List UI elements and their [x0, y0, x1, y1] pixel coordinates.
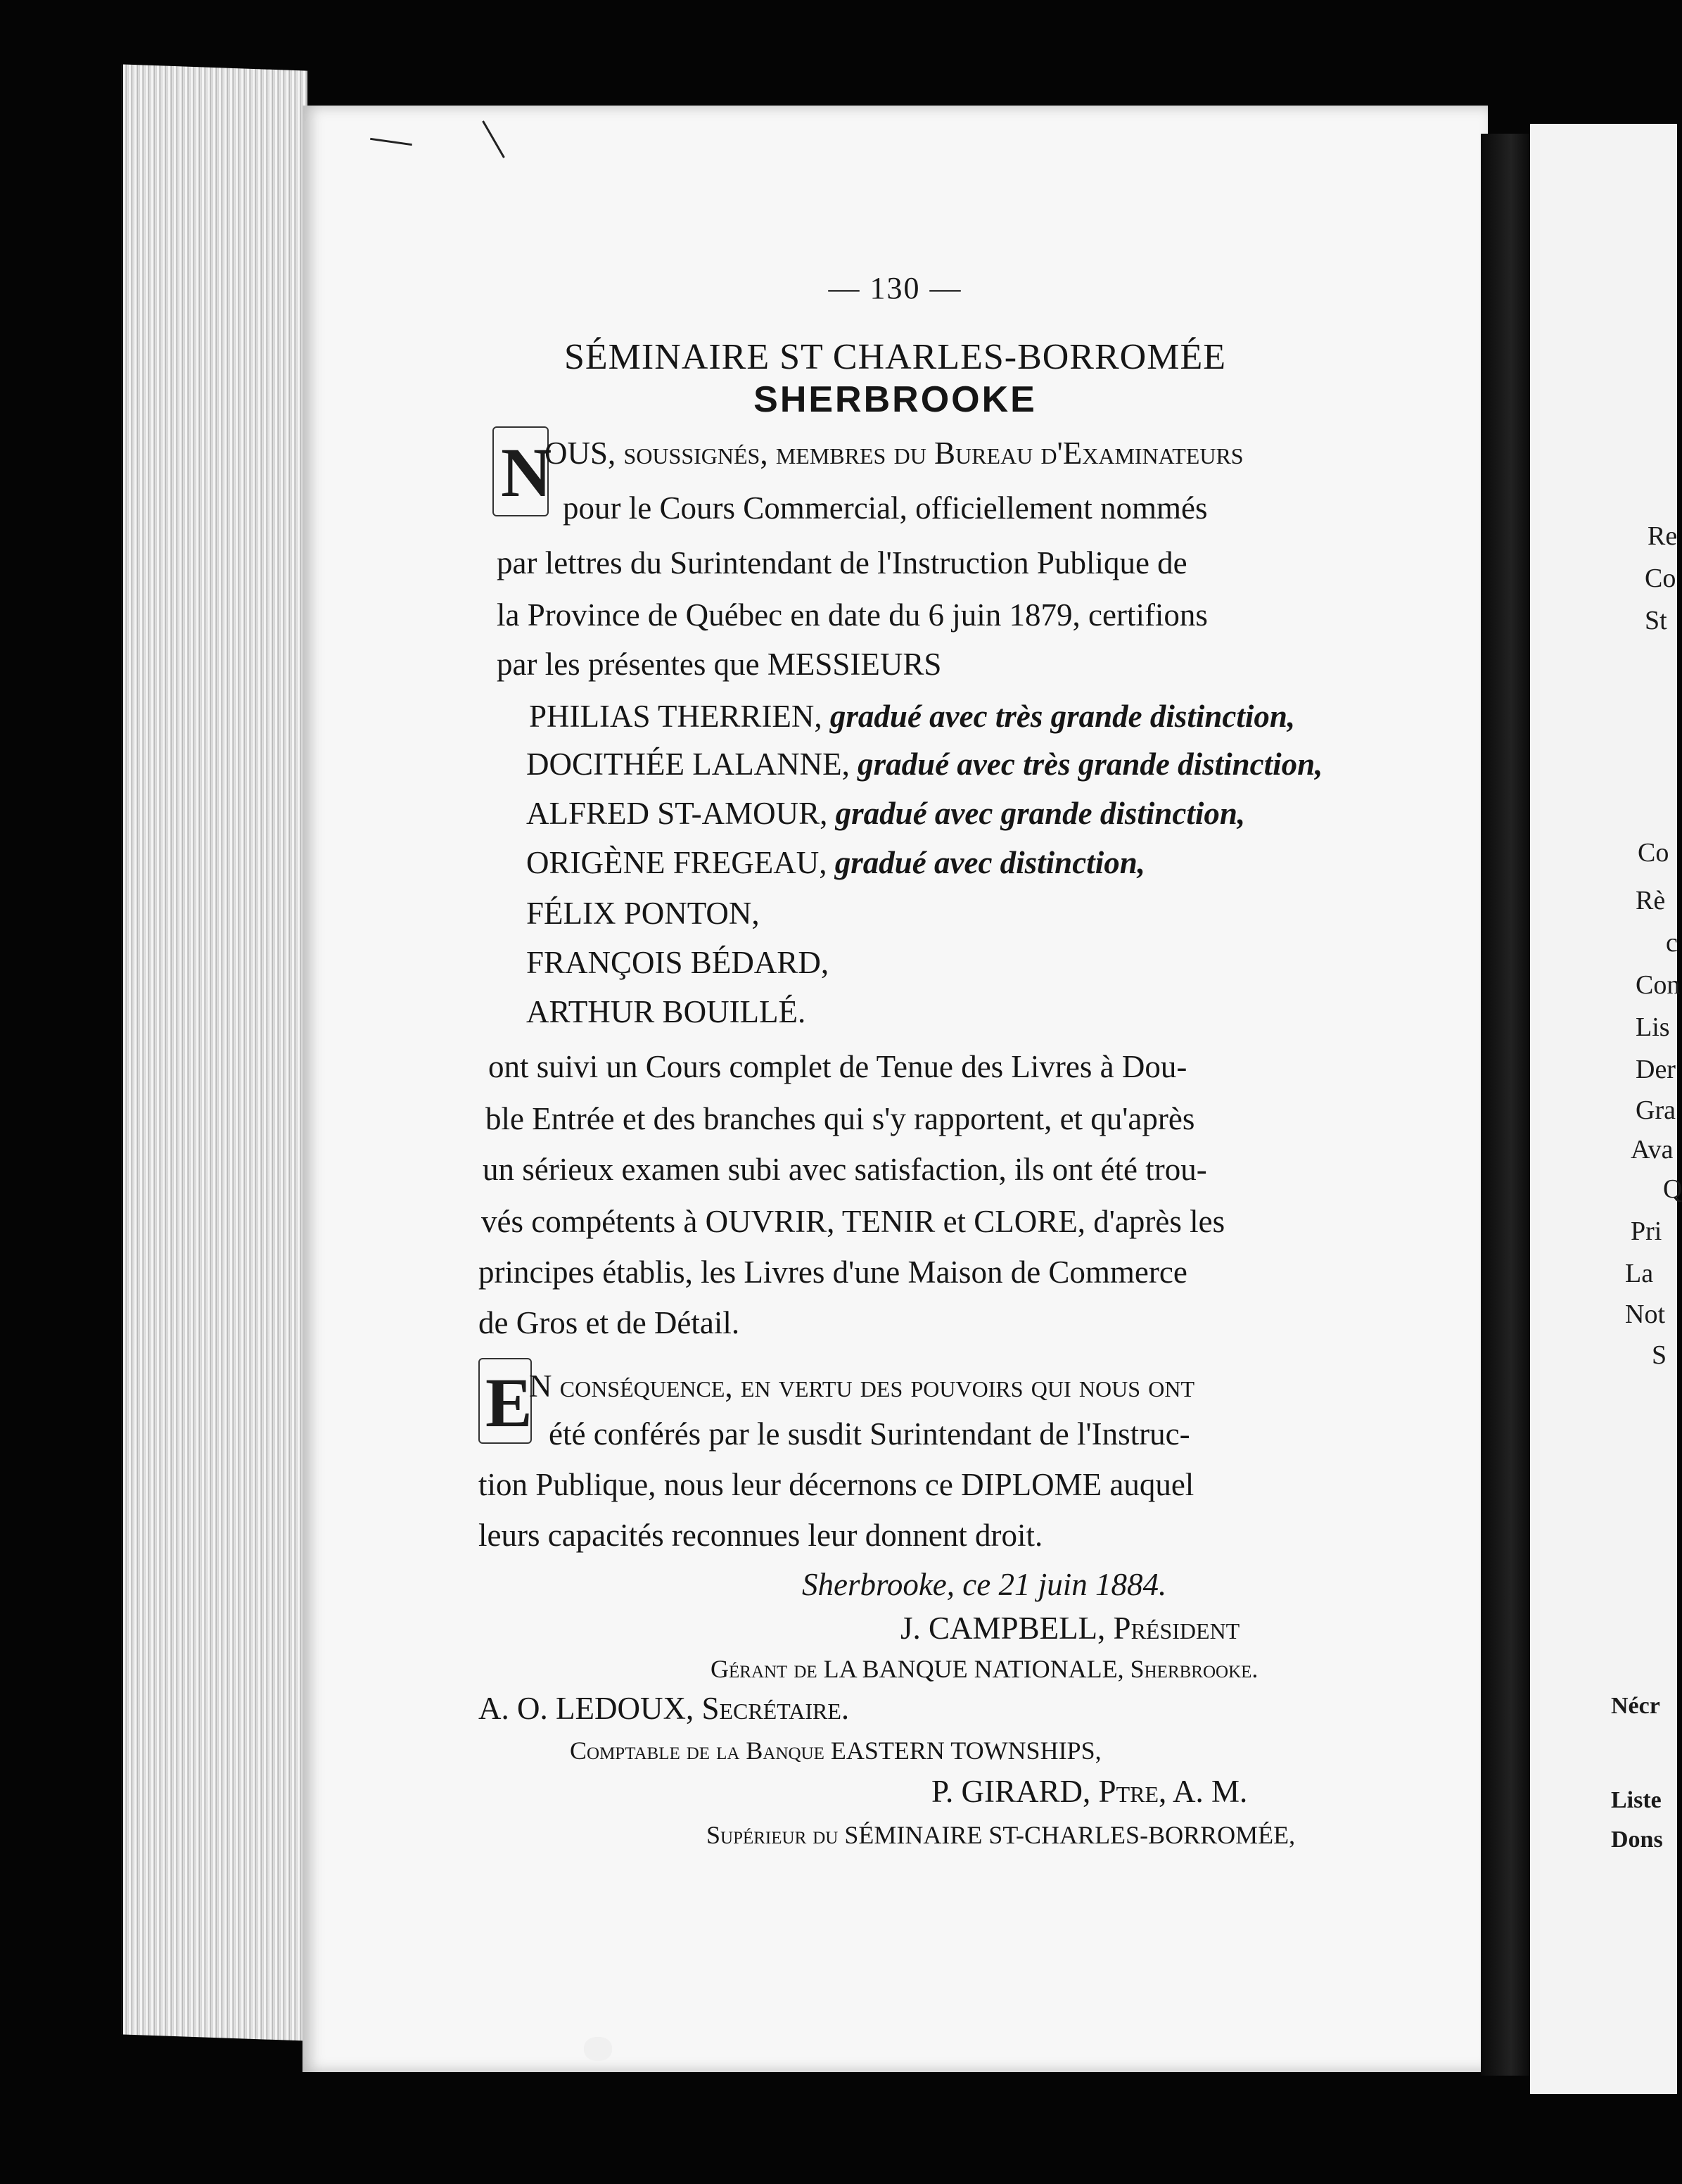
paragraph-line: de Gros et de Détail.: [478, 1305, 740, 1340]
president-role: Gérant de LA BANQUE NATIONALE, Sherbrooke.: [711, 1655, 1259, 1683]
facing-page-fragment: Q: [1663, 1174, 1682, 1204]
paragraph-line: ble Entrée et des branches qui s'y rapportent, et qu'après: [485, 1101, 1195, 1136]
graduate-name: FRANÇOIS BÉDARD,: [526, 945, 829, 980]
facing-page-fragment: Pri: [1631, 1217, 1662, 1246]
graduate-row: [526, 898, 760, 929]
facing-page-fragment: Re: [1648, 521, 1678, 551]
facing-page-fragment: Rè: [1636, 886, 1666, 915]
paragraph-line: par les présentes que MESSIEURS: [497, 647, 942, 682]
graduate-distinction: gradué avec très grande distinction,: [829, 699, 1296, 734]
facing-page-fragment: c: [1666, 928, 1678, 958]
paragraph-line: par lettres du Surintendant de l'Instruction Publique de: [497, 545, 1187, 580]
paragraph-line: principes établis, les Livres d'une Maison de Commerce: [478, 1255, 1187, 1290]
scan-fleck: [584, 2037, 612, 2061]
secretary-role: Comptable de la Banque EASTERN TOWNSHIPS,: [570, 1737, 1102, 1765]
dropcap-n: N: [501, 433, 552, 512]
paragraph-line: leurs capacités reconnues leur donnent droit.: [478, 1518, 1043, 1553]
paragraph-line: ont suivi un Cours complet de Tenue des Livres à Dou-: [488, 1049, 1187, 1084]
graduate-row: [526, 798, 1245, 830]
graduate-name: ALFRED ST-AMOUR,: [526, 796, 828, 831]
facing-page-fragment: Der: [1636, 1055, 1676, 1084]
place-date: Sherbrooke, ce 21 juin 1884.: [802, 1567, 1167, 1602]
paragraph-line: un sérieux examen subi avec satisfaction, ils ont été trou-: [483, 1152, 1207, 1187]
facing-page-fragment: Liste: [1611, 1787, 1662, 1813]
graduate-name: ARTHUR BOUILLÉ.: [526, 994, 806, 1029]
facing-page-fragment: Co: [1645, 564, 1676, 593]
dropcap-e: E: [485, 1364, 533, 1442]
facing-page-fragment: Not: [1625, 1300, 1665, 1329]
president-signature: J. CAMPBELL, Président: [900, 1611, 1240, 1646]
paragraph-line: été conférés par le susdit Surintendant de l'Instruc-: [549, 1416, 1190, 1452]
paragraph-line: N conséquence, en vertu des pouvoirs qui nous ont: [529, 1369, 1195, 1404]
graduate-distinction: gradué avec grande distinction,: [835, 796, 1246, 831]
facing-page-fragment: Con: [1636, 970, 1681, 1000]
superior-role: Supérieur du SÉMINAIRE ST-CHARLES-BORROMÉE,: [706, 1821, 1296, 1849]
paragraph-line: pour le Cours Commercial, officiellement nommés: [563, 490, 1208, 526]
facing-page-fragment: Gra: [1636, 1096, 1676, 1125]
facing-page-fragment: Lis: [1636, 1012, 1670, 1042]
paragraph-line: OUS, soussignés, membres du Bureau d'Examinateurs: [544, 436, 1244, 471]
book-page-edges: [121, 64, 307, 2040]
facing-page-fragment: Dons: [1611, 1827, 1663, 1853]
graduate-row: [526, 847, 1145, 879]
graduate-name: DOCITHÉE LALANNE,: [526, 747, 850, 782]
graduate-row: [526, 749, 1323, 780]
graduate-name: FÉLIX PONTON,: [526, 896, 760, 931]
graduate-row: [529, 701, 1295, 732]
graduate-name: ORIGÈNE FREGEAU,: [526, 845, 827, 880]
book-gutter: [1481, 134, 1531, 2076]
paragraph-line: la Province de Québec en date du 6 juin 1879, certifions: [497, 597, 1208, 633]
superior-signature: P. GIRARD, Ptre, A. M.: [931, 1774, 1248, 1809]
institution-title: SÉMINAIRE ST CHARLES-BORROMÉE: [563, 337, 1226, 377]
graduate-row: [526, 996, 805, 1028]
facing-page-fragment: Co: [1638, 838, 1669, 868]
city-title: SHERBROOKE: [753, 379, 1037, 420]
facing-page-fragment: Ava: [1631, 1135, 1674, 1164]
graduate-name: PHILIAS THERRIEN,: [529, 699, 822, 734]
facing-page-fragment: Nécr: [1611, 1693, 1660, 1719]
page-number: — 130 —: [828, 271, 962, 305]
graduate-distinction: gradué avec très grande distinction,: [858, 747, 1323, 782]
facing-page-fragment: S: [1652, 1340, 1667, 1370]
facing-page-fragment: La: [1625, 1259, 1654, 1288]
secretary-signature: A. O. LEDOUX, Secrétaire.: [478, 1691, 850, 1726]
graduate-distinction: gradué avec distinction,: [834, 845, 1145, 880]
paragraph-line: vés compétents à OUVRIR, TENIR et CLORE, d'après les: [481, 1204, 1225, 1239]
graduate-row: [526, 947, 829, 979]
facing-page-fragment: St: [1645, 606, 1667, 635]
paragraph-line: tion Publique, nous leur décernons ce DIPLOME auquel: [478, 1467, 1194, 1502]
